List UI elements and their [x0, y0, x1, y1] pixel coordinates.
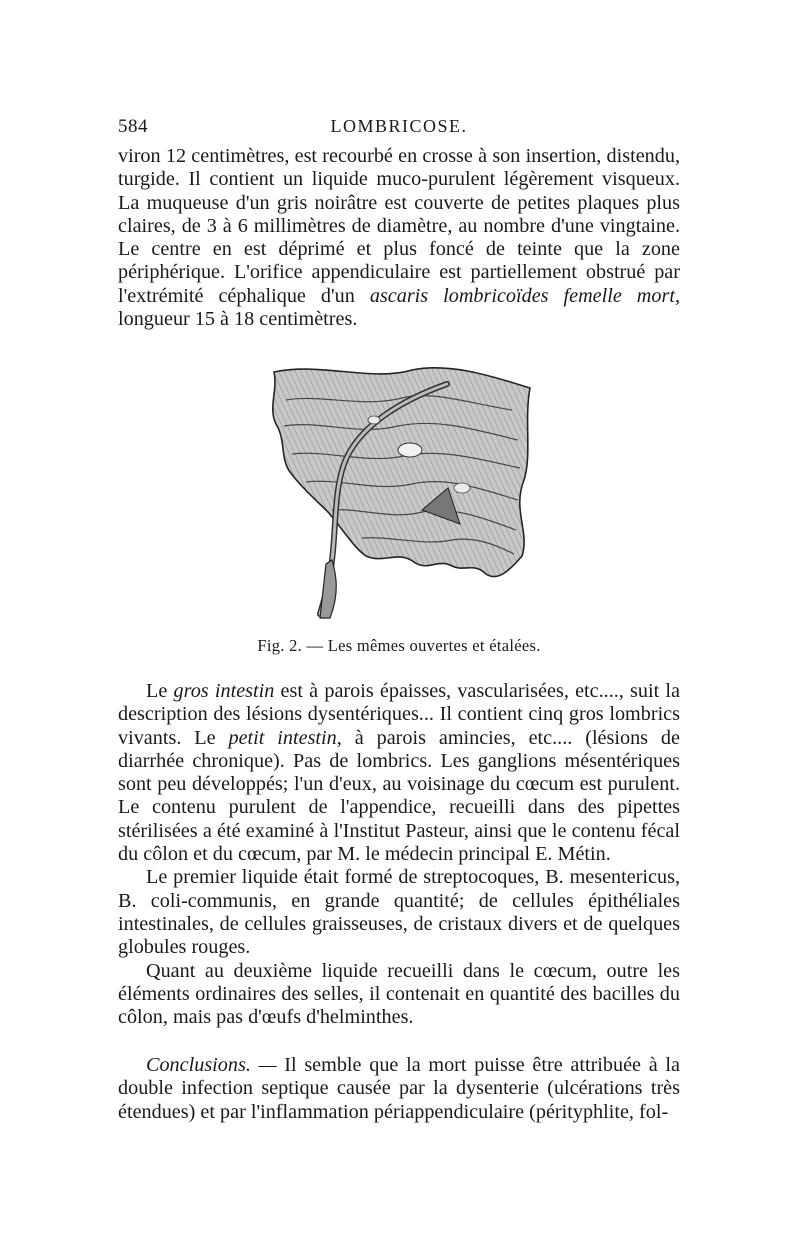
paragraph-deuxieme-liquide: Quant au deuxième liquide recueilli dans le cœcum, outre les éléments ordinaires des selles, il contenait en quantité des bacilles du côlon, mais pas d'œufs d'helminthes.: [118, 959, 680, 1029]
paragraph-text: , à parois amincies, etc.... (lésions de diarrhée chronique). Pas de lombrics. Les ganglions mésentériques sont peu développés; l'un d'eux, au voisinage du cœcum est purulent. Le contenu purulent de l'appendice, recueilli dans des pipettes stérilisées a été examiné à l'Institut Pasteur, ainsi que le contenu fécal du côlon et du cœcum, par M. le médecin principal E. Métin.: [118, 726, 680, 866]
paragraph-gros-intestin: [118, 680, 680, 866]
appendix-shape: [320, 560, 336, 618]
italic-term-gros-intestin: gros intestin: [173, 680, 275, 702]
main-text-block: [118, 680, 680, 1029]
paragraph-premier-liquide: Le premier liquide était formé de streptocoques, B. mesentericus, B. coli-communis, en grande quantité; de cellules épithéliales intestinales, de cellules graisseuses, de cristaux divers et de quelques globules rouges.: [118, 866, 680, 959]
running-head: LOMBRICOSE.: [330, 116, 468, 136]
top-paragraph-block: [118, 145, 680, 331]
figure-caption: Fig. 2. — Les mêmes ouvertes et étalées.: [257, 636, 541, 655]
conclusions-block: [118, 1054, 680, 1124]
paragraph-conclusions: [118, 1054, 680, 1124]
paragraph-text: Il semble que la mort puisse être attribuée à la double infection septique causée par la dysenterie (ulcérations très étendues) et par l'inflammation périappendiculaire (pérityphlite, fol-: [118, 1054, 680, 1123]
italic-heading-conclusions: Conclusions. —: [146, 1054, 277, 1076]
paragraph-text: Le: [146, 680, 174, 702]
italic-term-petit-intestin: petit intestin: [228, 726, 337, 749]
figure-intestine-illustration: [262, 360, 538, 625]
italic-term-ascaris: ascaris lombricoïdes femelle mort: [369, 284, 675, 307]
paragraph-text: est à parois épaisses, vascularisées, etc...., suit la description des lésions dysentériques... Il contient cinq gros lombrics vivants. Le: [118, 680, 681, 749]
paragraph-appendix-description: [118, 145, 680, 331]
paragraph-text: , longueur 15 à 18 centimètres.: [118, 284, 680, 331]
paragraph-text: viron 12 centimètres, est recourbé en crosse à son insertion, distendu, turgide. Il contient un liquide muco-purulent légèrement visqueux. La muqueuse d'un gris noirâtre est couverte de petites plaques plus claires, de 3 à 6 millimètres de diamètre, au nombre d'une vingtaine. Le centre en est déprimé et plus foncé de teinte que la zone périphérique. L'orifice appendiculaire est partiellement obstrué par l'extrémité céphalique d'un: [118, 145, 680, 307]
engraving-illustration: [262, 360, 538, 625]
page-number: 584: [118, 116, 148, 137]
page-header: [118, 116, 680, 142]
